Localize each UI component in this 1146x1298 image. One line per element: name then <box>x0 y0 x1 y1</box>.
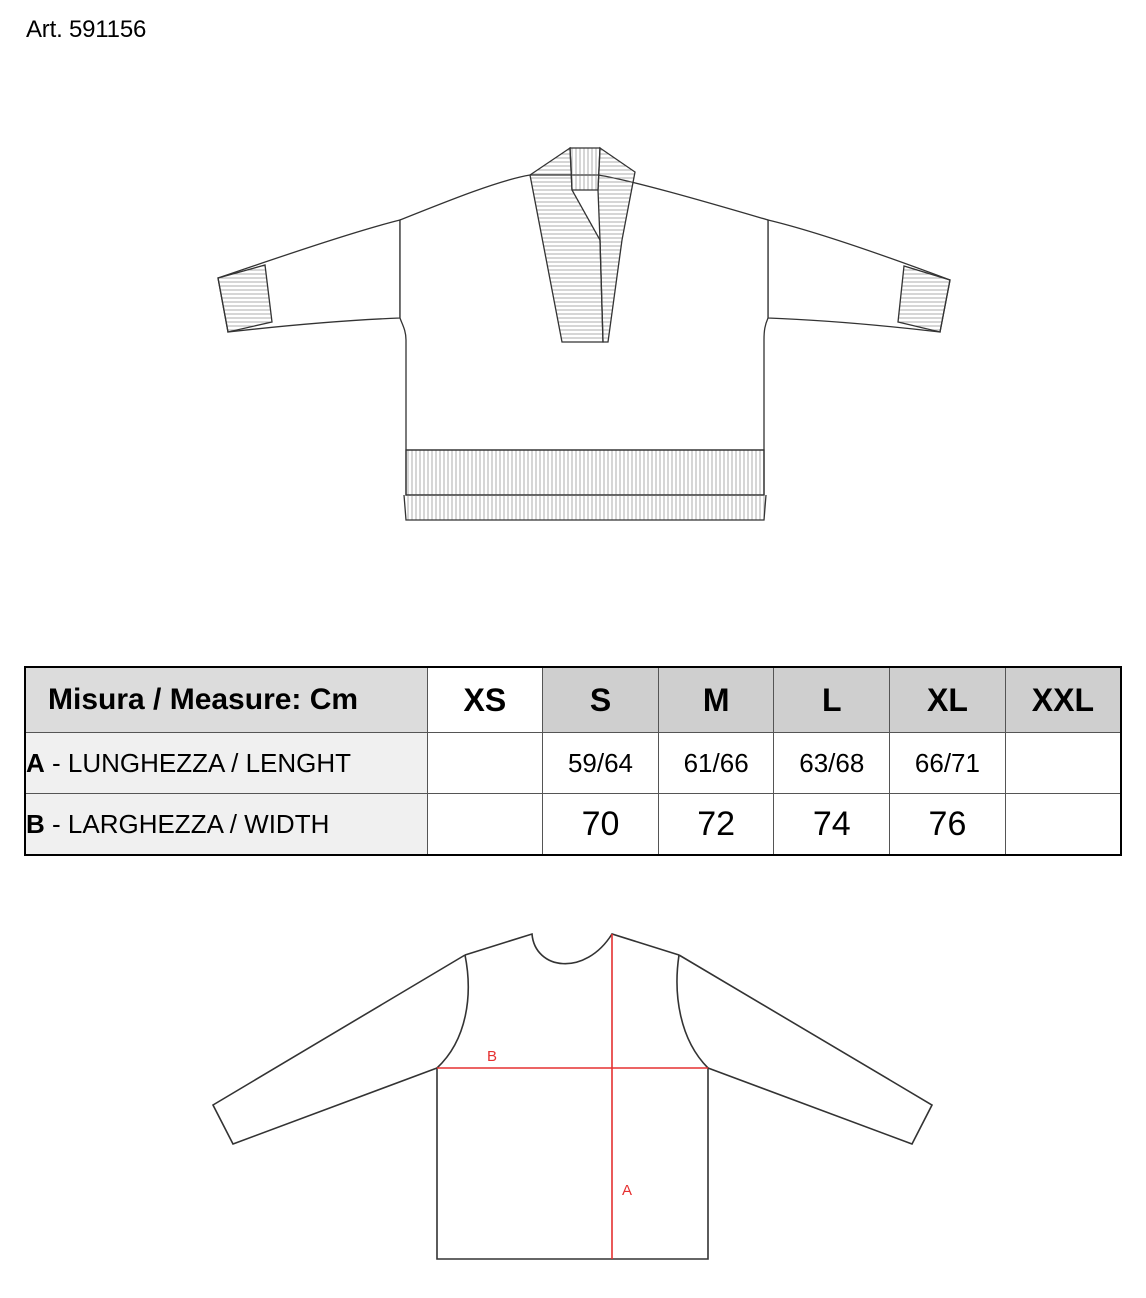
table-cell: 61/66 <box>658 733 774 794</box>
table-cell: 70 <box>543 794 659 856</box>
measure-lines <box>437 934 708 1259</box>
table-cell: 74 <box>774 794 890 856</box>
size-xxl-header: XXL <box>1005 667 1121 733</box>
table-row <box>25 733 1121 794</box>
table-cell <box>1005 794 1121 856</box>
row-a-key: A <box>26 747 45 778</box>
table-cell: 66/71 <box>890 733 1006 794</box>
table-row <box>25 794 1121 856</box>
size-m-header: M <box>658 667 774 733</box>
row-b-key: B <box>26 808 45 839</box>
size-s-header: S <box>543 667 659 733</box>
sweater-front-drawing <box>210 140 960 530</box>
size-table <box>24 666 1122 856</box>
measure-header: Misura / Measure: Cm <box>25 667 427 733</box>
size-xl-header: XL <box>890 667 1006 733</box>
table-cell: 76 <box>890 794 1006 856</box>
table-cell <box>427 794 543 856</box>
row-b-text: - LARGHEZZA / WIDTH <box>44 808 330 839</box>
row-a-label <box>25 733 427 794</box>
table-cell: 59/64 <box>543 733 659 794</box>
measure-label-a: A <box>622 1182 633 1199</box>
table-header-row <box>25 667 1121 733</box>
table-cell <box>1005 733 1121 794</box>
measurement-diagram <box>205 925 945 1270</box>
row-b-label <box>25 794 427 856</box>
article-number: Art. 591156 <box>26 16 147 43</box>
size-l-header: L <box>774 667 890 733</box>
measure-label-b: B <box>487 1048 498 1065</box>
table-cell: 63/68 <box>774 733 890 794</box>
table-cell <box>427 733 543 794</box>
size-xs-header: XS <box>427 667 543 733</box>
table-cell: 72 <box>658 794 774 856</box>
row-a-text: - LUNGHEZZA / LENGHT <box>44 747 352 778</box>
